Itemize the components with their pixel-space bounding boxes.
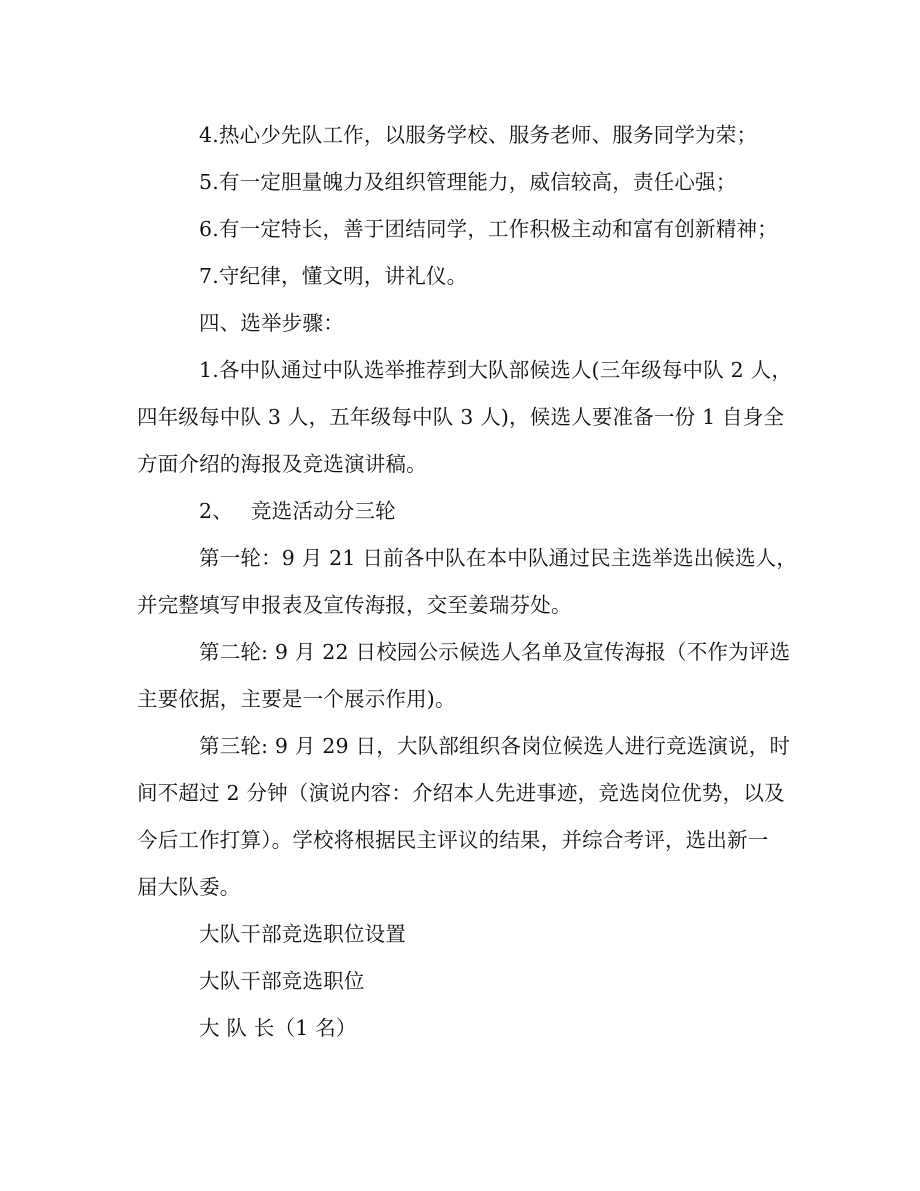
step-1-line-3: 方面介绍的海报及竞选演讲稿。	[137, 452, 427, 476]
positions-setup-heading: 大队干部竞选职位设置	[199, 922, 406, 946]
position-captain: 大 队 长（1 名）	[199, 1016, 357, 1040]
step-2-heading	[199, 497, 396, 525]
round-3-line-4: 届大队委。	[137, 875, 241, 899]
requirement-7: 7.守纪律，懂文明，讲礼仪。	[199, 264, 468, 288]
positions-heading: 大队干部竞选职位	[199, 969, 365, 993]
round-1-line-2: 并完整填写申报表及宣传海报，交至姜瑞芬处。	[137, 593, 572, 617]
round-3-line-1: 第三轮: 9 月 29 日，大队部组织各岗位候选人进行竞选演说，时	[199, 734, 791, 758]
requirement-4: 4.热心少先队工作，以服务学校、服务老师、服务同学为荣；	[199, 123, 758, 147]
round-1-line-1: 第一轮：9 月 21 日前各中队在本中队通过民主选举选出候选人，	[199, 546, 798, 570]
requirement-5: 5.有一定胆量魄力及组织管理能力，威信较高，责任心强；	[199, 170, 737, 194]
round-2-line-1: 第二轮: 9 月 22 日校园公示候选人名单及宣传海报（不作为评选	[199, 640, 791, 664]
round-3-line-2: 间不超过 2 分钟（演说内容：介绍本人先进事迹，竞选岗位优势，以及	[137, 781, 785, 805]
step-2-number: 2、	[199, 499, 233, 523]
requirement-6: 6.有一定特长，善于团结同学，工作积极主动和富有创新精神；	[199, 217, 778, 241]
section-heading-election-steps: 四、选举步骤：	[199, 311, 344, 335]
step-1-line-2: 四年级每中队 3 人，五年级每中队 3 人)，候选人要准备一份 1 自身全	[137, 405, 785, 429]
step-1-line-1: 1.各中队通过中队选举推荐到大队部候选人(三年级每中队 2 人，	[199, 358, 793, 382]
round-3-line-3: 今后工作打算）。学校将根据民主评议的结果，并综合考评，选出新一	[137, 828, 769, 852]
step-2-title: 竞选活动分三轮	[250, 499, 396, 523]
round-2-line-2: 主要依据，主要是一个展示作用)。	[137, 687, 456, 711]
